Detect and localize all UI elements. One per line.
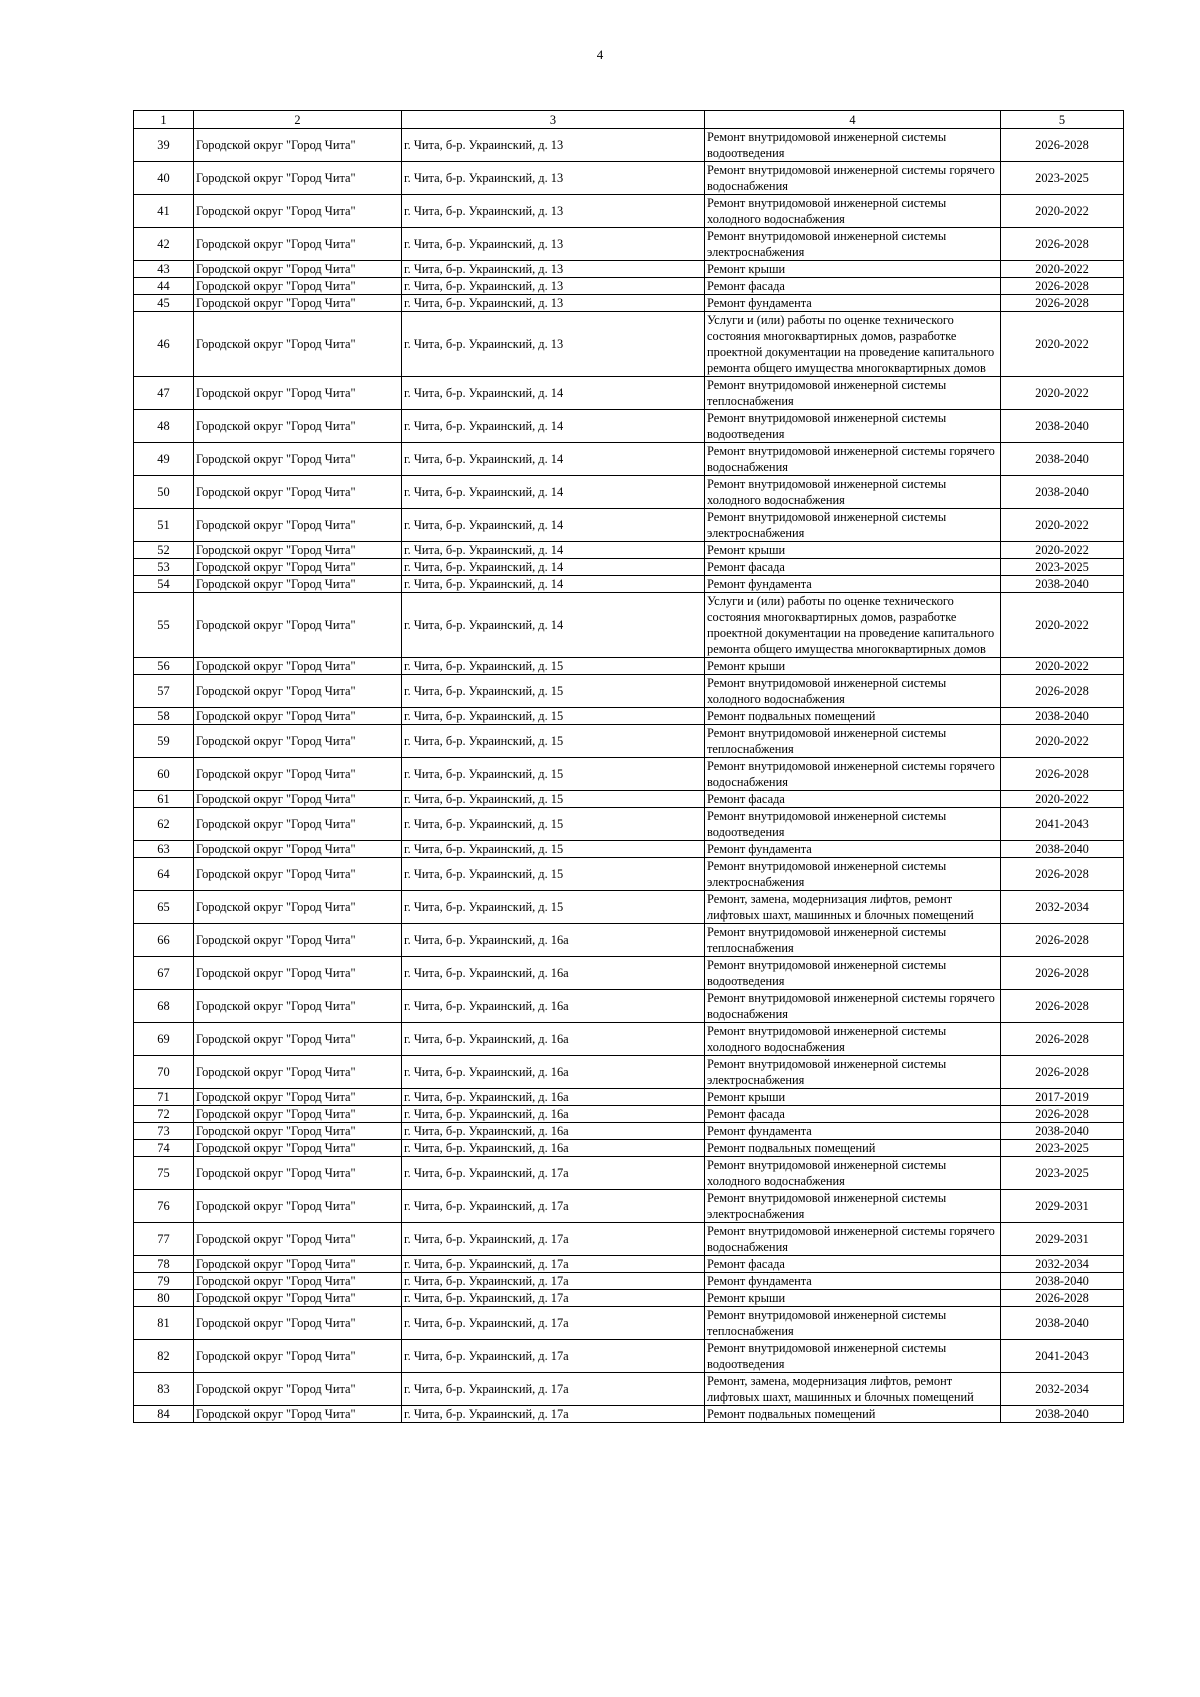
work-type-cell: Ремонт фасада <box>705 278 1001 295</box>
row-number-cell: 82 <box>134 1340 194 1373</box>
table-row <box>134 1056 1124 1089</box>
table-row <box>134 1340 1124 1373</box>
municipality-cell: Городской округ "Город Чита" <box>194 261 402 278</box>
table-row <box>134 858 1124 891</box>
address-cell: г. Чита, б-р. Украинский, д. 14 <box>402 576 705 593</box>
planned-period-cell: 2020-2022 <box>1001 509 1124 542</box>
work-type-cell: Ремонт внутридомовой инженерной системы горячего водоснабжения <box>705 758 1001 791</box>
row-number-cell: 79 <box>134 1273 194 1290</box>
planned-period-cell: 2026-2028 <box>1001 957 1124 990</box>
address-cell: г. Чита, б-р. Украинский, д. 14 <box>402 443 705 476</box>
table-row <box>134 1307 1124 1340</box>
municipality-cell: Городской округ "Город Чита" <box>194 410 402 443</box>
row-number-cell: 80 <box>134 1290 194 1307</box>
table-row <box>134 1157 1124 1190</box>
municipality-cell: Городской округ "Город Чита" <box>194 924 402 957</box>
address-cell: г. Чита, б-р. Украинский, д. 13 <box>402 295 705 312</box>
address-cell: г. Чита, б-р. Украинский, д. 15 <box>402 791 705 808</box>
address-cell: г. Чита, б-р. Украинский, д. 15 <box>402 658 705 675</box>
municipality-cell: Городской округ "Город Чита" <box>194 377 402 410</box>
row-number-cell: 47 <box>134 377 194 410</box>
municipality-cell: Городской округ "Город Чита" <box>194 1056 402 1089</box>
work-type-cell: Ремонт подвальных помещений <box>705 1140 1001 1157</box>
planned-period-cell: 2020-2022 <box>1001 261 1124 278</box>
row-number-cell: 41 <box>134 195 194 228</box>
address-cell: г. Чита, б-р. Украинский, д. 17а <box>402 1307 705 1340</box>
table-row <box>134 1223 1124 1256</box>
table-body <box>134 129 1124 1423</box>
work-type-cell: Ремонт подвальных помещений <box>705 708 1001 725</box>
table-row <box>134 443 1124 476</box>
table-row <box>134 1373 1124 1406</box>
planned-period-cell: 2041-2043 <box>1001 808 1124 841</box>
work-type-cell: Ремонт внутридомовой инженерной системы теплоснабжения <box>705 725 1001 758</box>
row-number-cell: 39 <box>134 129 194 162</box>
row-number-cell: 69 <box>134 1023 194 1056</box>
row-number-cell: 71 <box>134 1089 194 1106</box>
table-row <box>134 957 1124 990</box>
work-type-cell: Ремонт фундамента <box>705 576 1001 593</box>
planned-period-cell: 2020-2022 <box>1001 542 1124 559</box>
address-cell: г. Чита, б-р. Украинский, д. 16а <box>402 1056 705 1089</box>
table-row <box>134 476 1124 509</box>
column-header-1: 1 <box>134 111 194 129</box>
municipality-cell: Городской округ "Город Чита" <box>194 1256 402 1273</box>
row-number-cell: 58 <box>134 708 194 725</box>
planned-period-cell: 2038-2040 <box>1001 443 1124 476</box>
table-row <box>134 593 1124 658</box>
table-header <box>134 111 1124 129</box>
table-row <box>134 924 1124 957</box>
table-row <box>134 891 1124 924</box>
address-cell: г. Чита, б-р. Украинский, д. 13 <box>402 129 705 162</box>
address-cell: г. Чита, б-р. Украинский, д. 14 <box>402 410 705 443</box>
table-row <box>134 841 1124 858</box>
planned-period-cell: 2026-2028 <box>1001 295 1124 312</box>
planned-period-cell: 2023-2025 <box>1001 1140 1124 1157</box>
row-number-cell: 78 <box>134 1256 194 1273</box>
row-number-cell: 40 <box>134 162 194 195</box>
work-type-cell: Ремонт внутридомовой инженерной системы водоотведения <box>705 1340 1001 1373</box>
address-cell: г. Чита, б-р. Украинский, д. 13 <box>402 228 705 261</box>
table-row <box>134 1140 1124 1157</box>
work-type-cell: Ремонт крыши <box>705 542 1001 559</box>
row-number-cell: 59 <box>134 725 194 758</box>
planned-period-cell: 2032-2034 <box>1001 891 1124 924</box>
work-type-cell: Ремонт, замена, модернизация лифтов, ремонт лифтовых шахт, машинных и блочных помещений <box>705 891 1001 924</box>
municipality-cell: Городской округ "Город Чита" <box>194 278 402 295</box>
planned-period-cell: 2026-2028 <box>1001 278 1124 295</box>
column-header-2: 2 <box>194 111 402 129</box>
planned-period-cell: 2038-2040 <box>1001 1123 1124 1140</box>
row-number-cell: 55 <box>134 593 194 658</box>
address-cell: г. Чита, б-р. Украинский, д. 15 <box>402 858 705 891</box>
work-type-cell: Ремонт внутридомовой инженерной системы электроснабжения <box>705 509 1001 542</box>
table-row <box>134 559 1124 576</box>
planned-period-cell: 2029-2031 <box>1001 1190 1124 1223</box>
row-number-cell: 50 <box>134 476 194 509</box>
address-cell: г. Чита, б-р. Украинский, д. 17а <box>402 1223 705 1256</box>
municipality-cell: Городской округ "Город Чита" <box>194 228 402 261</box>
municipality-cell: Городской округ "Город Чита" <box>194 295 402 312</box>
table-row <box>134 725 1124 758</box>
row-number-cell: 44 <box>134 278 194 295</box>
table-row <box>134 1106 1124 1123</box>
row-number-cell: 81 <box>134 1307 194 1340</box>
work-type-cell: Ремонт крыши <box>705 261 1001 278</box>
planned-period-cell: 2038-2040 <box>1001 410 1124 443</box>
address-cell: г. Чита, б-р. Украинский, д. 14 <box>402 377 705 410</box>
work-type-cell: Ремонт внутридомовой инженерной системы горячего водоснабжения <box>705 162 1001 195</box>
address-cell: г. Чита, б-р. Украинский, д. 15 <box>402 758 705 791</box>
work-type-cell: Ремонт внутридомовой инженерной системы электроснабжения <box>705 1190 1001 1223</box>
row-number-cell: 76 <box>134 1190 194 1223</box>
table-row <box>134 990 1124 1023</box>
row-number-cell: 75 <box>134 1157 194 1190</box>
work-type-cell: Ремонт фасада <box>705 791 1001 808</box>
planned-period-cell: 2026-2028 <box>1001 129 1124 162</box>
work-type-cell: Ремонт внутридомовой инженерной системы горячего водоснабжения <box>705 990 1001 1023</box>
municipality-cell: Городской округ "Город Чита" <box>194 957 402 990</box>
municipality-cell: Городской округ "Город Чита" <box>194 1307 402 1340</box>
row-number-cell: 83 <box>134 1373 194 1406</box>
municipality-cell: Городской округ "Город Чита" <box>194 476 402 509</box>
municipality-cell: Городской округ "Город Чита" <box>194 1290 402 1307</box>
work-type-cell: Ремонт внутридомовой инженерной системы водоотведения <box>705 957 1001 990</box>
planned-period-cell: 2032-2034 <box>1001 1373 1124 1406</box>
planned-period-cell: 2020-2022 <box>1001 377 1124 410</box>
municipality-cell: Городской округ "Город Чита" <box>194 542 402 559</box>
work-type-cell: Ремонт внутридомовой инженерной системы водоотведения <box>705 808 1001 841</box>
work-type-cell: Услуги и (или) работы по оценке технического состояния многоквартирных домов, разработке проектной документации на проведение капитального ремонта общего имущества многоквартирных домов <box>705 312 1001 377</box>
planned-period-cell: 2026-2028 <box>1001 675 1124 708</box>
planned-period-cell: 2023-2025 <box>1001 162 1124 195</box>
municipality-cell: Городской округ "Город Чита" <box>194 791 402 808</box>
row-number-cell: 63 <box>134 841 194 858</box>
address-cell: г. Чита, б-р. Украинский, д. 17а <box>402 1157 705 1190</box>
table-row <box>134 162 1124 195</box>
work-type-cell: Ремонт внутридомовой инженерной системы электроснабжения <box>705 858 1001 891</box>
work-type-cell: Ремонт внутридомовой инженерной системы теплоснабжения <box>705 1307 1001 1340</box>
planned-period-cell: 2038-2040 <box>1001 476 1124 509</box>
row-number-cell: 70 <box>134 1056 194 1089</box>
municipality-cell: Городской округ "Город Чита" <box>194 195 402 228</box>
work-type-cell: Ремонт внутридомовой инженерной системы горячего водоснабжения <box>705 443 1001 476</box>
table-row <box>134 261 1124 278</box>
planned-period-cell: 2026-2028 <box>1001 1023 1124 1056</box>
planned-period-cell: 2026-2028 <box>1001 990 1124 1023</box>
municipality-cell: Городской округ "Город Чита" <box>194 1406 402 1423</box>
address-cell: г. Чита, б-р. Украинский, д. 16а <box>402 1123 705 1140</box>
row-number-cell: 74 <box>134 1140 194 1157</box>
planned-period-cell: 2026-2028 <box>1001 1056 1124 1089</box>
address-cell: г. Чита, б-р. Украинский, д. 16а <box>402 924 705 957</box>
work-type-cell: Ремонт внутридомовой инженерной системы электроснабжения <box>705 228 1001 261</box>
work-type-cell: Ремонт фундамента <box>705 295 1001 312</box>
address-cell: г. Чита, б-р. Украинский, д. 16а <box>402 1106 705 1123</box>
address-cell: г. Чита, б-р. Украинский, д. 13 <box>402 261 705 278</box>
municipality-cell: Городской округ "Город Чита" <box>194 858 402 891</box>
table-row <box>134 1406 1124 1423</box>
row-number-cell: 72 <box>134 1106 194 1123</box>
address-cell: г. Чита, б-р. Украинский, д. 15 <box>402 725 705 758</box>
row-number-cell: 62 <box>134 808 194 841</box>
row-number-cell: 57 <box>134 675 194 708</box>
row-number-cell: 48 <box>134 410 194 443</box>
address-cell: г. Чита, б-р. Украинский, д. 14 <box>402 593 705 658</box>
row-number-cell: 66 <box>134 924 194 957</box>
address-cell: г. Чита, б-р. Украинский, д. 16а <box>402 1089 705 1106</box>
municipality-cell: Городской округ "Город Чита" <box>194 1157 402 1190</box>
row-number-cell: 46 <box>134 312 194 377</box>
column-header-4: 4 <box>705 111 1001 129</box>
address-cell: г. Чита, б-р. Украинский, д. 17а <box>402 1290 705 1307</box>
work-type-cell: Ремонт внутридомовой инженерной системы теплоснабжения <box>705 924 1001 957</box>
work-type-cell: Ремонт внутридомовой инженерной системы холодного водоснабжения <box>705 675 1001 708</box>
planned-period-cell: 2023-2025 <box>1001 559 1124 576</box>
address-cell: г. Чита, б-р. Украинский, д. 15 <box>402 891 705 924</box>
table-row <box>134 1256 1124 1273</box>
capital-repair-table <box>133 110 1124 1423</box>
table-row <box>134 1089 1124 1106</box>
row-number-cell: 52 <box>134 542 194 559</box>
table-row <box>134 708 1124 725</box>
municipality-cell: Городской округ "Город Чита" <box>194 1106 402 1123</box>
table-row <box>134 1273 1124 1290</box>
address-cell: г. Чита, б-р. Украинский, д. 13 <box>402 162 705 195</box>
municipality-cell: Городской округ "Город Чита" <box>194 1089 402 1106</box>
address-cell: г. Чита, б-р. Украинский, д. 15 <box>402 675 705 708</box>
address-cell: г. Чита, б-р. Украинский, д. 15 <box>402 808 705 841</box>
row-number-cell: 51 <box>134 509 194 542</box>
row-number-cell: 77 <box>134 1223 194 1256</box>
municipality-cell: Городской округ "Город Чита" <box>194 593 402 658</box>
municipality-cell: Городской округ "Город Чита" <box>194 1373 402 1406</box>
planned-period-cell: 2020-2022 <box>1001 658 1124 675</box>
planned-period-cell: 2038-2040 <box>1001 576 1124 593</box>
row-number-cell: 64 <box>134 858 194 891</box>
address-cell: г. Чита, б-р. Украинский, д. 17а <box>402 1256 705 1273</box>
work-type-cell: Ремонт внутридомовой инженерной системы холодного водоснабжения <box>705 1157 1001 1190</box>
address-cell: г. Чита, б-р. Украинский, д. 17а <box>402 1406 705 1423</box>
municipality-cell: Городской округ "Город Чита" <box>194 990 402 1023</box>
planned-period-cell: 2038-2040 <box>1001 1307 1124 1340</box>
row-number-cell: 68 <box>134 990 194 1023</box>
address-cell: г. Чита, б-р. Украинский, д. 14 <box>402 509 705 542</box>
planned-period-cell: 2026-2028 <box>1001 758 1124 791</box>
work-type-cell: Ремонт крыши <box>705 658 1001 675</box>
municipality-cell: Городской округ "Город Чита" <box>194 808 402 841</box>
work-type-cell: Ремонт фасада <box>705 1106 1001 1123</box>
work-type-cell: Ремонт фундамента <box>705 841 1001 858</box>
address-cell: г. Чита, б-р. Украинский, д. 13 <box>402 195 705 228</box>
planned-period-cell: 2038-2040 <box>1001 1406 1124 1423</box>
work-type-cell: Ремонт фундамента <box>705 1273 1001 1290</box>
work-type-cell: Ремонт внутридомовой инженерной системы электроснабжения <box>705 1056 1001 1089</box>
municipality-cell: Городской округ "Город Чита" <box>194 559 402 576</box>
row-number-cell: 73 <box>134 1123 194 1140</box>
municipality-cell: Городской округ "Город Чита" <box>194 129 402 162</box>
municipality-cell: Городской округ "Город Чита" <box>194 1023 402 1056</box>
planned-period-cell: 2023-2025 <box>1001 1157 1124 1190</box>
planned-period-cell: 2026-2028 <box>1001 924 1124 957</box>
row-number-cell: 53 <box>134 559 194 576</box>
address-cell: г. Чита, б-р. Украинский, д. 16а <box>402 1023 705 1056</box>
work-type-cell: Ремонт фасада <box>705 1256 1001 1273</box>
row-number-cell: 45 <box>134 295 194 312</box>
work-type-cell: Ремонт внутридомовой инженерной системы горячего водоснабжения <box>705 1223 1001 1256</box>
municipality-cell: Городской округ "Город Чита" <box>194 1123 402 1140</box>
planned-period-cell: 2020-2022 <box>1001 725 1124 758</box>
row-number-cell: 49 <box>134 443 194 476</box>
row-number-cell: 84 <box>134 1406 194 1423</box>
table-row <box>134 1290 1124 1307</box>
table-row <box>134 312 1124 377</box>
work-type-cell: Ремонт внутридомовой инженерной системы теплоснабжения <box>705 377 1001 410</box>
table-row <box>134 1190 1124 1223</box>
table-row <box>134 377 1124 410</box>
planned-period-cell: 2020-2022 <box>1001 195 1124 228</box>
municipality-cell: Городской округ "Город Чита" <box>194 758 402 791</box>
table-row <box>134 808 1124 841</box>
row-number-cell: 56 <box>134 658 194 675</box>
municipality-cell: Городской округ "Город Чита" <box>194 1340 402 1373</box>
work-type-cell: Ремонт внутридомовой инженерной системы водоотведения <box>705 129 1001 162</box>
address-cell: г. Чита, б-р. Украинский, д. 14 <box>402 476 705 509</box>
municipality-cell: Городской округ "Город Чита" <box>194 708 402 725</box>
table-row <box>134 675 1124 708</box>
table-row <box>134 658 1124 675</box>
address-cell: г. Чита, б-р. Украинский, д. 13 <box>402 312 705 377</box>
municipality-cell: Городской округ "Город Чита" <box>194 891 402 924</box>
municipality-cell: Городской округ "Город Чита" <box>194 443 402 476</box>
row-number-cell: 60 <box>134 758 194 791</box>
work-type-cell: Ремонт внутридомовой инженерной системы водоотведения <box>705 410 1001 443</box>
work-type-cell: Ремонт внутридомовой инженерной системы холодного водоснабжения <box>705 195 1001 228</box>
municipality-cell: Городской округ "Город Чита" <box>194 725 402 758</box>
planned-period-cell: 2038-2040 <box>1001 841 1124 858</box>
address-cell: г. Чита, б-р. Украинский, д. 14 <box>402 559 705 576</box>
work-type-cell: Ремонт внутридомовой инженерной системы холодного водоснабжения <box>705 476 1001 509</box>
table-row <box>134 576 1124 593</box>
address-cell: г. Чита, б-р. Украинский, д. 16а <box>402 957 705 990</box>
municipality-cell: Городской округ "Город Чита" <box>194 576 402 593</box>
planned-period-cell: 2017-2019 <box>1001 1089 1124 1106</box>
municipality-cell: Городской округ "Город Чита" <box>194 658 402 675</box>
row-number-cell: 61 <box>134 791 194 808</box>
table-row <box>134 410 1124 443</box>
planned-period-cell: 2020-2022 <box>1001 312 1124 377</box>
column-header-3: 3 <box>402 111 705 129</box>
address-cell: г. Чита, б-р. Украинский, д. 13 <box>402 278 705 295</box>
row-number-cell: 67 <box>134 957 194 990</box>
table-row <box>134 542 1124 559</box>
planned-period-cell: 2026-2028 <box>1001 1290 1124 1307</box>
planned-period-cell: 2026-2028 <box>1001 1106 1124 1123</box>
municipality-cell: Городской округ "Город Чита" <box>194 841 402 858</box>
work-type-cell: Ремонт крыши <box>705 1290 1001 1307</box>
address-cell: г. Чита, б-р. Украинский, д. 17а <box>402 1190 705 1223</box>
table-row <box>134 1023 1124 1056</box>
address-cell: г. Чита, б-р. Украинский, д. 17а <box>402 1373 705 1406</box>
work-type-cell: Услуги и (или) работы по оценке технического состояния многоквартирных домов, разработке проектной документации на проведение капитального ремонта общего имущества многоквартирных домов <box>705 593 1001 658</box>
planned-period-cell: 2026-2028 <box>1001 858 1124 891</box>
page-number: 4 <box>596 47 604 62</box>
municipality-cell: Городской округ "Город Чита" <box>194 1140 402 1157</box>
municipality-cell: Городской округ "Город Чита" <box>194 1273 402 1290</box>
address-cell: г. Чита, б-р. Украинский, д. 16а <box>402 1140 705 1157</box>
column-header-5: 5 <box>1001 111 1124 129</box>
work-type-cell: Ремонт подвальных помещений <box>705 1406 1001 1423</box>
table-row <box>134 129 1124 162</box>
planned-period-cell: 2038-2040 <box>1001 1273 1124 1290</box>
work-type-cell: Ремонт крыши <box>705 1089 1001 1106</box>
municipality-cell: Городской округ "Город Чита" <box>194 1223 402 1256</box>
work-type-cell: Ремонт фундамента <box>705 1123 1001 1140</box>
row-number-cell: 42 <box>134 228 194 261</box>
planned-period-cell: 2032-2034 <box>1001 1256 1124 1273</box>
address-cell: г. Чита, б-р. Украинский, д. 15 <box>402 841 705 858</box>
municipality-cell: Городской округ "Город Чита" <box>194 162 402 195</box>
table-row <box>134 509 1124 542</box>
table-row <box>134 228 1124 261</box>
table-row <box>134 758 1124 791</box>
work-type-cell: Ремонт, замена, модернизация лифтов, ремонт лифтовых шахт, машинных и блочных помещений <box>705 1373 1001 1406</box>
address-cell: г. Чита, б-р. Украинский, д. 14 <box>402 542 705 559</box>
planned-period-cell: 2029-2031 <box>1001 1223 1124 1256</box>
planned-period-cell: 2038-2040 <box>1001 708 1124 725</box>
table-row <box>134 1123 1124 1140</box>
table-row <box>134 791 1124 808</box>
planned-period-cell: 2026-2028 <box>1001 228 1124 261</box>
planned-period-cell: 2041-2043 <box>1001 1340 1124 1373</box>
work-type-cell: Ремонт внутридомовой инженерной системы холодного водоснабжения <box>705 1023 1001 1056</box>
table-row <box>134 278 1124 295</box>
table-row <box>134 295 1124 312</box>
municipality-cell: Городской округ "Город Чита" <box>194 312 402 377</box>
work-type-cell: Ремонт фасада <box>705 559 1001 576</box>
municipality-cell: Городской округ "Город Чита" <box>194 675 402 708</box>
address-cell: г. Чита, б-р. Украинский, д. 17а <box>402 1273 705 1290</box>
table-row <box>134 195 1124 228</box>
municipality-cell: Городской округ "Город Чита" <box>194 509 402 542</box>
address-cell: г. Чита, б-р. Украинский, д. 17а <box>402 1340 705 1373</box>
municipality-cell: Городской округ "Город Чита" <box>194 1190 402 1223</box>
row-number-cell: 65 <box>134 891 194 924</box>
table-header-row <box>134 111 1124 129</box>
planned-period-cell: 2020-2022 <box>1001 593 1124 658</box>
row-number-cell: 43 <box>134 261 194 278</box>
address-cell: г. Чита, б-р. Украинский, д. 15 <box>402 708 705 725</box>
planned-period-cell: 2020-2022 <box>1001 791 1124 808</box>
address-cell: г. Чита, б-р. Украинский, д. 16а <box>402 990 705 1023</box>
row-number-cell: 54 <box>134 576 194 593</box>
